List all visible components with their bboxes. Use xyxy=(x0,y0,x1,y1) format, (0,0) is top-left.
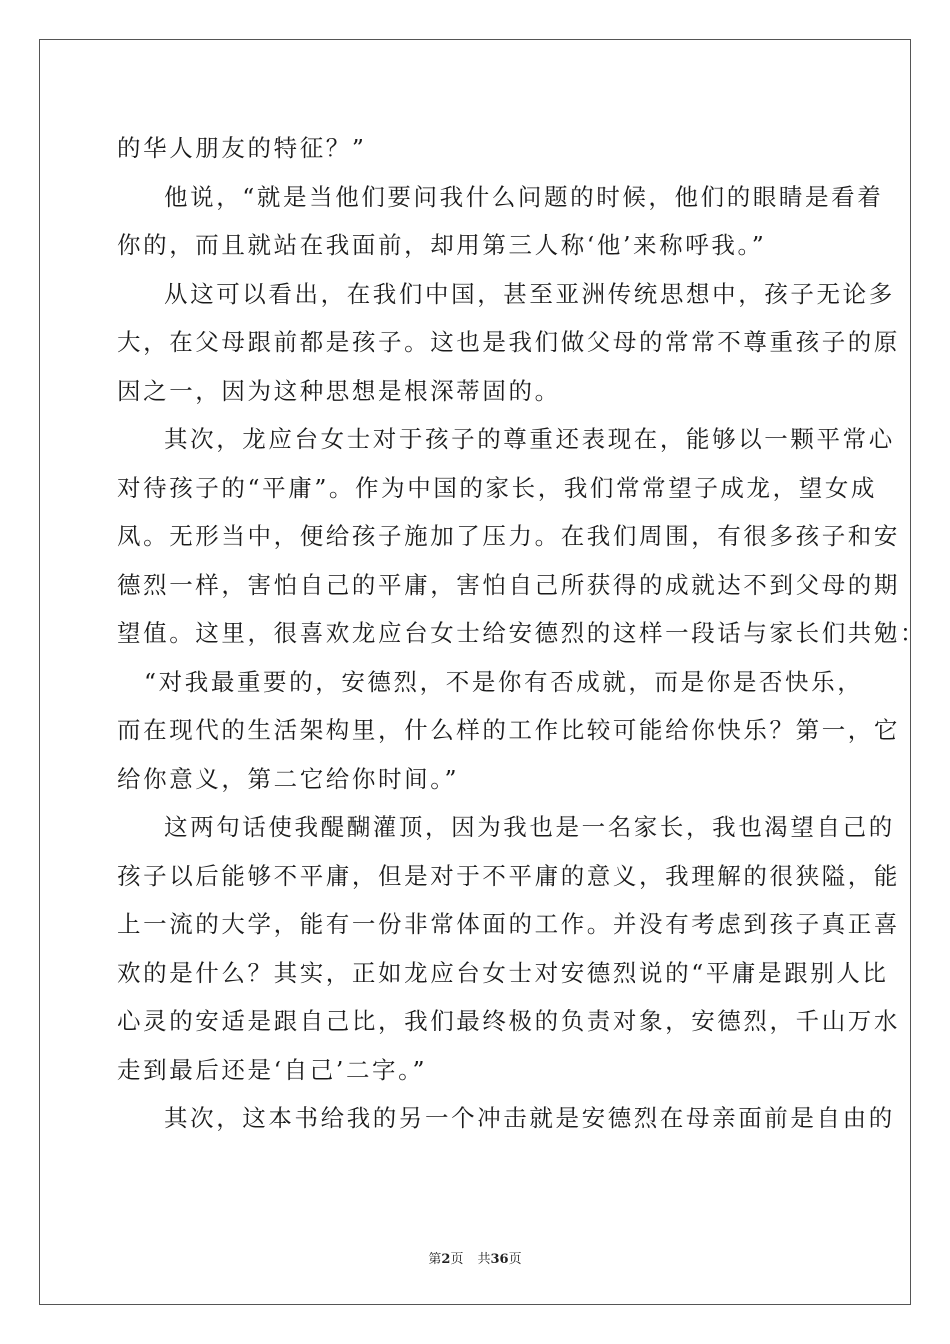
text-line: 上一流的大学，能有一份非常体面的工作。并没有考虑到孩子真正喜 xyxy=(117,910,900,938)
document-body xyxy=(117,124,927,1143)
total-pages: 36 xyxy=(490,1252,509,1267)
text-line: 这两句话使我醍醐灌顶，因为我也是一名家长，我也渴望自己的 xyxy=(164,813,895,841)
text-line: 走到最后还是‘自己’二字。” xyxy=(117,1055,428,1084)
page-number: 2 xyxy=(441,1252,451,1267)
text-line: 欢的是什么？其实，正如龙应台女士对安德烈说的“平庸是跟别人比 xyxy=(117,958,889,987)
text-line: 从这可以看出，在我们中国，甚至亚洲传统思想中，孩子无论多 xyxy=(164,279,895,308)
text-line: 你的，而且就站在我面前，却用第三人称‘他’来称呼我。” xyxy=(117,231,767,259)
text-line: 孩子以后能够不平庸，但是对于不平庸的意义，我理解的很狭隘，能 xyxy=(117,861,900,890)
page-number-prefix: 第 xyxy=(428,1252,442,1267)
text-line: 因之一，因为这种思想是根深蒂固的。 xyxy=(117,376,561,405)
page-number-suffix: 页 xyxy=(450,1252,464,1267)
text-line: 而在现代的生活架构里，什么样的工作比较可能给你快乐？第一，它 xyxy=(117,716,900,744)
text-line: 他说，“就是当他们要问我什么问题的时候，他们的眼睛是看着 xyxy=(164,182,884,211)
total-pages-prefix: 共 xyxy=(477,1252,491,1267)
text-line: 的华人朋友的特征？” xyxy=(117,134,367,162)
text-line: 德烈一样，害怕自己的平庸，害怕自己所获得的成就达不到父母的期 xyxy=(117,570,900,599)
page-footer xyxy=(0,1248,950,1267)
text-line: 心灵的安适是跟自己比，我们最终极的负责对象，安德烈，千山万水 xyxy=(117,1007,900,1035)
text-line: 其次，龙应台女士对于孩子的尊重还表现在，能够以一颗平常心 xyxy=(164,425,895,453)
text-line: 给你意义，第二它给你时间。” xyxy=(117,764,460,793)
text-line: 对待孩子的“平庸”。作为中国的家长，我们常常望子成龙，望女成 xyxy=(117,473,878,502)
text-line: 大，在父母跟前都是孩子。这也是我们做父母的常常不尊重孩子的原 xyxy=(117,328,900,356)
text-line: 凤。无形当中，便给孩子施加了压力。在我们周围，有很多孩子和安 xyxy=(117,522,900,550)
text-line: 望值。这里，很喜欢龙应台女士给安德烈的这样一段话与家长们共勉： xyxy=(117,619,927,647)
text-line: 其次，这本书给我的另一个冲击就是安德烈在母亲面前是自由的 xyxy=(164,1104,895,1132)
total-pages-suffix: 页 xyxy=(508,1252,522,1267)
text-line: “对我最重要的，安德烈，不是你有否成就，而是你是否快乐， xyxy=(144,667,864,696)
